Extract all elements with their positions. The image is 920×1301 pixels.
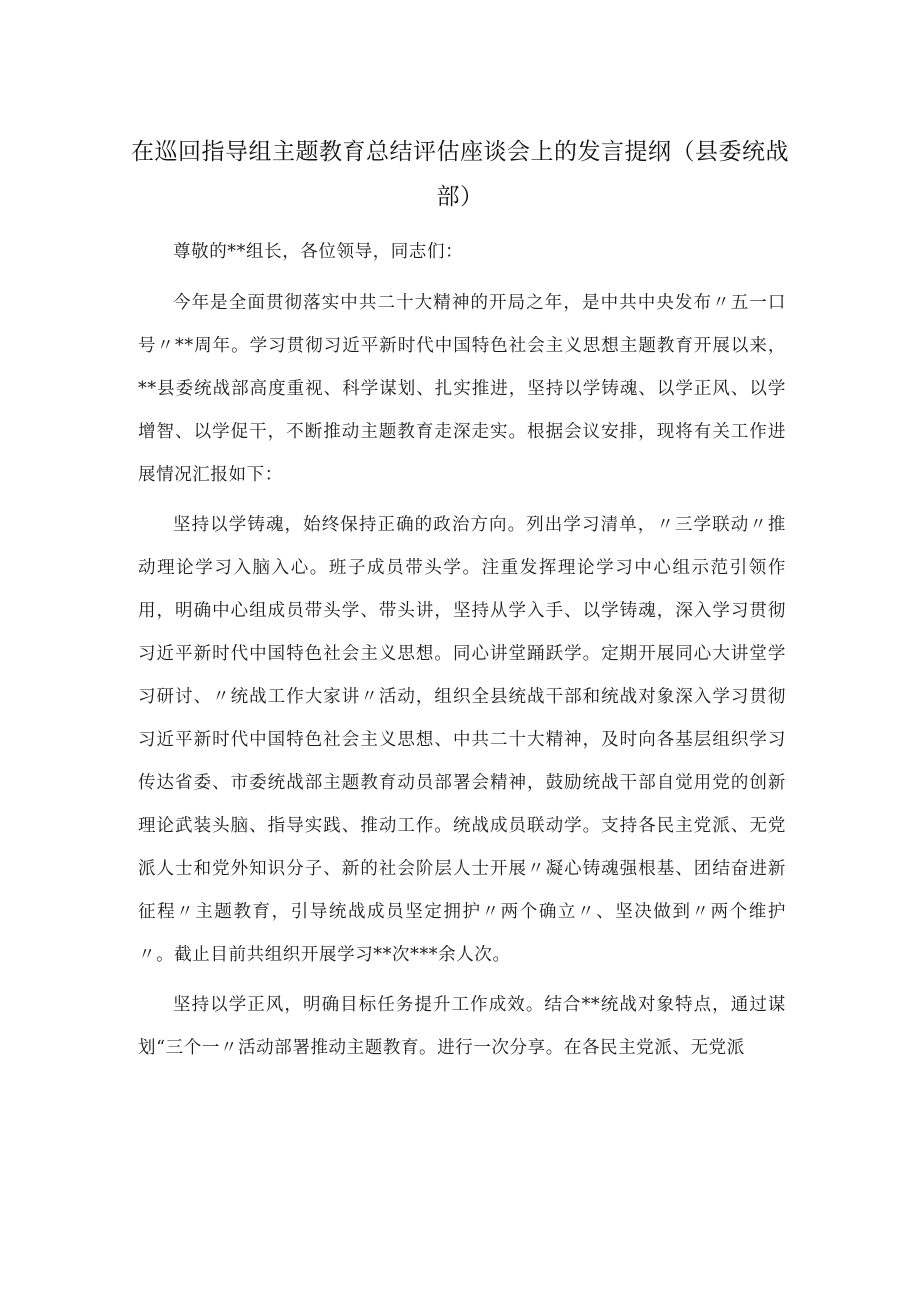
- intro-paragraph: 今年是全面贯彻落实中共二十大精神的开局之年，是中共中央发布〃五一口号〃**周年。学习贯彻习近平新时代中国特色社会主义思想主题教育开展以来，**县委统战部高度重视、科学谋划、扎实推进，坚持以学铸魂、以学正风、以学增智、以学促干，不断推动主题教育走深走实。根据会议安排，现将有关工作进展情况汇报如下：: [138, 292, 786, 485]
- document-title: 在巡回指导组主题教育总结评估座谈会上的发言提纲（县委统战部）: [131, 139, 789, 210]
- salutation-paragraph: 尊敬的**组长，各位领导，同志们：: [173, 242, 464, 262]
- document-body: [138, 231, 786, 1078]
- study-style-paragraph: 坚持以学正风，明确目标任务提升工作成效。结合**统战对象特点，通过谋划“三个一〃活动部署推动主题教育。进行一次分享。在各民主党派、无党派: [138, 995, 786, 1059]
- study-soul-paragraph: 坚持以学铸魂，始终保持正确的政治方向。列出学习清单，〃三学联动〃推动理论学习入脑入心。班子成员带头学。注重发挥理论学习中心组示范引领作用，明确中心组成员带头学、带头讲，坚持从学入手、以学铸魂，深入学习贯彻习近平新时代中国特色社会主义思想。同心讲堂踊跃学。定期开展同心大讲堂学习研讨、〃统战工作大家讲〃活动，组织全县统战干部和统战对象深入学习贯彻习近平新时代中国特色社会主义思想、中共二十大精神，及时向各基层组织学习传达省委、市委统战部主题教育动员部署会精神，鼓励统战干部自觉用党的创新理论武装头脑、指导实践、推动工作。统战成员联动学。支持各民主党派、无党派人士和党外知识分子、新的社会阶层人士开展〃凝心铸魂强根基、团结奋进新征程〃主题教育，引导统战成员坚定拥护〃两个确立〃、坚决做到〃两个维护〃。截止目前共组织开展学习**次***余人次。: [138, 515, 786, 965]
